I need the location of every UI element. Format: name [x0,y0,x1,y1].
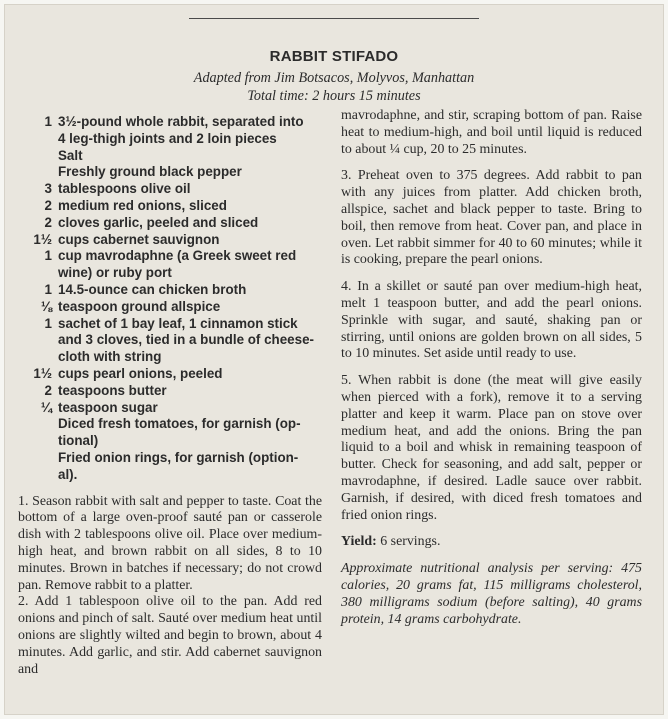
right-column [341,108,642,628]
ingredient-row [18,349,322,366]
ingredient-quantity: ¼ [40,399,52,415]
yield-label: Yield: [341,534,377,550]
ingredient-quantity: 2 [44,214,52,230]
ingredient-text: cloves garlic, peeled and sliced [58,214,259,230]
ingredient-row [18,215,322,232]
ingredient-text: cups pearl onions, peeled [58,365,223,381]
ingredient-text: 14.5-ounce can chicken broth [58,281,247,297]
ingredient-quantity: 1 [44,114,52,129]
ingredient-quantity: ⅛ [40,298,52,314]
ingredient-row [18,433,322,450]
ingredient-row [18,232,322,249]
ingredient-text: teaspoons butter [58,382,167,398]
ingredient-text: Fried onion rings, for garnish (option- [58,449,299,465]
ingredient-text: 4 leg-thigh joints and 2 loin pieces [58,130,277,146]
ingredient-text: teaspoon ground allspice [58,298,221,314]
ingredient-row [18,467,322,484]
ingredient-text: tablespoons olive oil [58,181,191,197]
ingredient-text: cup mavrodaphne (a Greek sweet red [58,248,297,264]
ingredient-text: 3½-pound whole rabbit, separated into [58,114,304,129]
ingredient-row [18,383,322,400]
ingredient-row [18,131,322,148]
ingredient-row [18,248,322,265]
recipe-title: RABBIT STIFADO [269,48,399,65]
ingredient-quantity: 1 [44,315,52,331]
ingredient-text: medium red onions, sliced [58,197,227,213]
recipe-source: Adapted from Jim Botsacos, Molyvos, Manhattan [193,70,475,86]
ingredient-text: cups cabernet sauvignon [58,231,220,247]
ingredient-row [18,416,322,433]
top-rule [189,18,479,19]
step-3: 3. Preheat oven to 375 degrees. Add rabbit to pan with any juices from platter. Add chicken broth, allspice, sachet and black pepper to taste. Bring to boil, then remove from heat. Cover pan, and place in oven. Let rabbit simmer for 40 to 60 minutes; while it is cooking, prepare the pearl onions. [341,168,642,268]
yield-value: 6 servings. [380,534,441,550]
ingredient-quantity: 2 [44,197,52,213]
step-5: 5. When rabbit is done (the meat will give easily when pierced with a fork), remove it to a serving platter and keep it warm. Place pan on stove over medium heat, and add the onions. Bring the pan liquid to a boil and whisk in remaining teaspoon of butter. Check for seasoning, and add salt, pepper or mavrodaphne, if desired. Ladle sauce over rabbit. Garnish, if desired, with diced fresh tomatoes and fried onion rings. [341,373,642,523]
newspaper-clipping [4,4,664,715]
ingredient-row [18,282,322,299]
ingredient-quantity: 2 [44,382,52,398]
recipe-total-time: Total time: 2 hours 15 minutes [247,88,421,104]
ingredient-quantity: 3 [44,181,52,197]
ingredient-text: sachet of 1 bay leaf, 1 cinnamon stick [58,315,298,331]
step-4: 4. In a skillet or sauté pan over medium-high heat, melt 1 teaspoon butter, and add the pearl onions. Sprinkle with sugar, and sauté, shaking pan or stirring, until onions are golden brown on all sides, 5 to 10 minutes. Set aside until ready to use. [341,279,642,362]
ingredient-row [18,400,322,417]
ingredient-text: Salt [58,147,83,163]
nutrition-analysis: Approximate nutritional analysis per serving: 475 calories, 20 grams fat, 115 milligrams cholesterol, 380 milligrams sodium (before salting), 40 grams protein, 14 grams carbohydrate. [341,561,642,627]
ingredient-quantity: 1 [44,281,52,297]
ingredient-list [18,114,322,484]
ingredient-text: cloth with string [58,349,162,365]
ingredient-text: wine) or ruby port [58,265,172,281]
ingredient-text: tional) [58,433,99,449]
step-2-continued: mavrodaphne, and stir, scraping bottom of pan. Raise heat to medium-high, and boil until liquid is reduced to about ¼ cup, 20 to 25 minutes. [341,108,642,157]
ingredient-row [18,148,322,165]
step-2: 2. Add 1 tablespoon olive oil to the pan. Add red onions and pinch of salt. Sauté over medium heat until onions are slightly wilted and begin to brown, about 4 minutes. Add garlic, and stir. Add cabernet sauvignon and [18,594,322,677]
left-column [18,114,322,678]
ingredient-row [18,181,322,198]
ingredient-row [18,332,322,349]
ingredient-quantity: 1½ [33,365,52,381]
ingredient-text: teaspoon sugar [58,399,158,415]
ingredient-row [18,450,322,467]
step-1: 1. Season rabbit with salt and pepper to taste. Coat the bottom of a large oven-proof sauté pan or casserole dish with 2 tablespoons olive oil. Place over medium-high heat, and brown rabbit on all sides, 8 to 10 minutes. Brown in batches if necessary; do not crowd pan. Remove rabbit to a platter. [18,493,322,593]
ingredient-row [18,299,322,316]
ingredient-text: al). [58,466,78,482]
ingredient-row [18,265,322,282]
ingredient-text: Diced fresh tomatoes, for garnish (op- [58,416,301,432]
ingredient-row [18,366,322,383]
ingredient-row [18,198,322,215]
ingredient-row [18,114,322,131]
ingredient-row [18,164,322,181]
yield [341,534,642,551]
ingredient-quantity: 1½ [33,231,52,247]
ingredient-text: and 3 cloves, tied in a bundle of cheese- [58,332,314,348]
ingredient-row [18,316,322,333]
ingredient-quantity: 1 [44,248,52,264]
ingredient-text: Freshly ground black pepper [58,164,242,180]
